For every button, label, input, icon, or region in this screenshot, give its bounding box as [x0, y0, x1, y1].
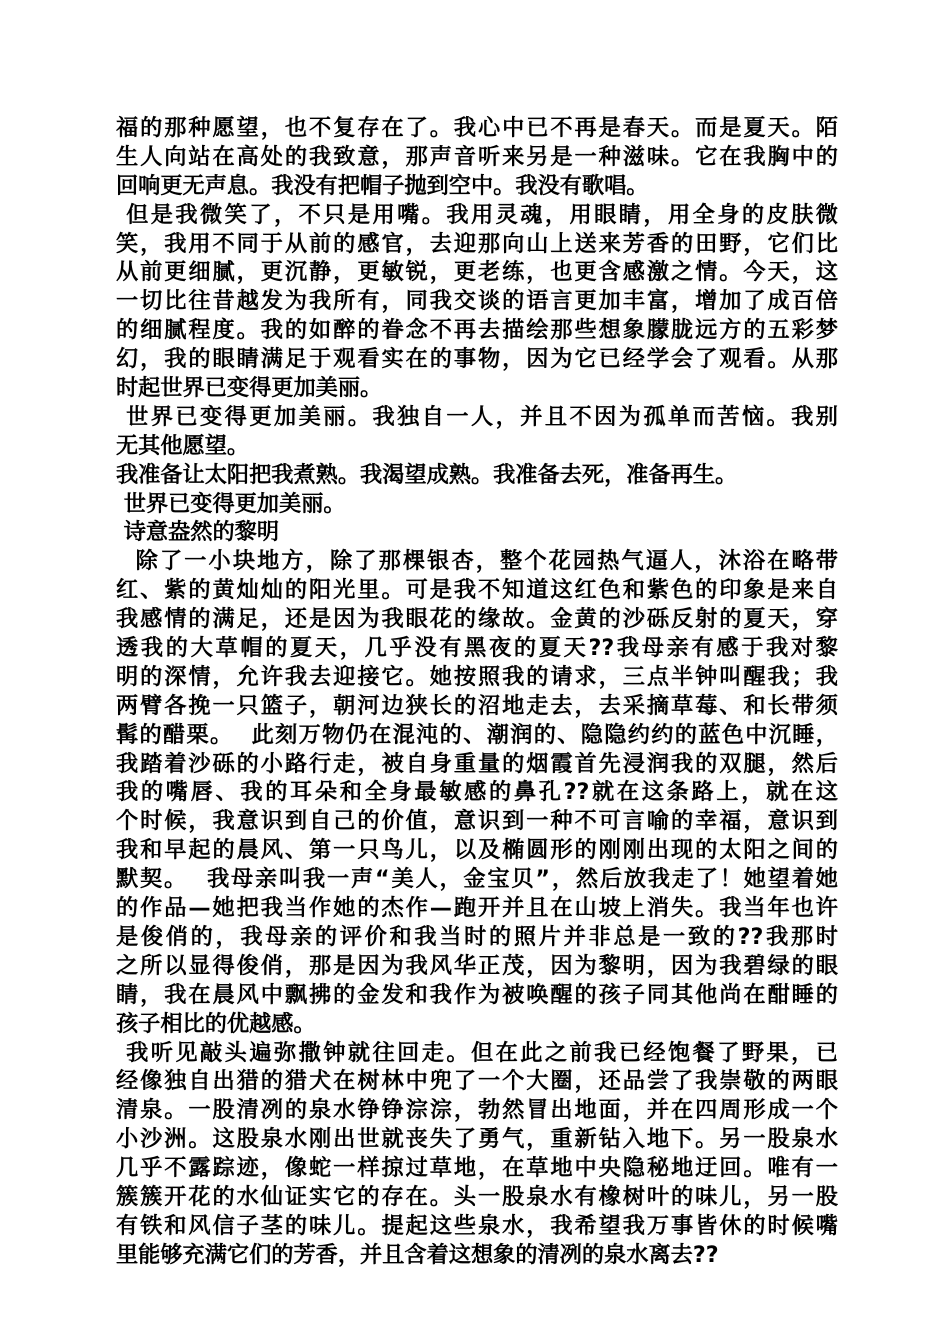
text-line: 经像独自出猎的猎犬在树林中兜了一个大圈，还品尝了我崇敬的两眼 — [116, 1068, 838, 1095]
text-line: 里能够充满它们的芳香，并且含着这想象的清冽的泉水离去?? — [116, 1241, 719, 1268]
text-line: 明的深情，允许我去迎接它。她按照我的请求，三点半钟叫醒我；我 — [116, 663, 838, 690]
text-line: 有铁和风信子茎的味儿。提起这些泉水，我希望我万事皆休的时候嘴 — [116, 1212, 838, 1239]
text-line: 从前更细腻，更沉静，更敏锐，更老练，也更含感激之情。今天，这 — [116, 259, 838, 286]
text-line: 之所以显得俊俏，那是因为我风华正茂，因为黎明，因为我碧绿的眼 — [116, 952, 838, 979]
text-line: 透我的大草帽的夏天，几乎没有黑夜的夏天??我母亲有感于我对黎 — [116, 635, 838, 662]
text-line: 世界已变得更加美丽。我独自一人，并且不因为孤单而苦恼。我别 — [116, 403, 838, 430]
text-line: 我听见敲头遍弥撒钟就往回走。但在此之前我已经饱餐了野果，已 — [116, 1039, 838, 1066]
text-line: 我的嘴唇、我的耳朵和全身最敏感的鼻孔??就在这条路上，就在这 — [116, 779, 838, 806]
text-line: 睛，我在晨风中飘拂的金发和我作为被唤醒的孩子同其他尚在酣睡的 — [116, 981, 838, 1008]
text-line: 除了一小块地方，除了那棵银杏，整个花园热气逼人，沐浴在略带 — [116, 548, 838, 575]
text-line: 几乎不露踪迹，像蛇一样掠过草地，在草地中央隐秘地迂回。唯有一 — [116, 1155, 838, 1182]
text-line: 清泉。一股清冽的泉水铮铮淙淙，勃然冒出地面，并在四周形成一个 — [116, 1097, 838, 1124]
text-line: 我踏着沙砾的小路行走，被自身重量的烟霞首先浸润我的双腿，然后 — [116, 750, 838, 777]
text-line: 红、紫的黄灿灿的阳光里。可是我不知道这红色和紫色的印象是来自 — [116, 577, 838, 604]
text-line: 簇簇开花的水仙证实它的存在。头一股泉水有橡树叶的味儿，另一股 — [116, 1183, 838, 1210]
text-line: 是俊俏的，我母亲的评价和我当时的照片并非总是一致的??我那时 — [116, 923, 838, 950]
text-line: 世界已变得更加美丽。 — [116, 490, 346, 517]
text-line: 孩子相比的优越感。 — [116, 1010, 316, 1037]
text-line: 无其他愿望。 — [116, 432, 250, 459]
text-line: 我和早起的晨风、第一只鸟儿，以及椭圆形的刚刚出现的太阳之间的 — [116, 837, 838, 864]
text-line: 时起世界已变得更加美丽。 — [116, 375, 383, 402]
text-line: 髯的醋栗。 此刻万物仍在混沌的、潮润的、隐隐约约的蓝色中沉睡， — [116, 721, 838, 748]
text-line: 我准备让太阳把我煮熟。我渴望成熟。我准备去死，准备再生。 — [116, 461, 738, 488]
text-line: 笑，我用不同于从前的感官，去迎那向山上送来芳香的田野，它们比 — [116, 230, 838, 257]
text-line: 生人向站在高处的我致意，那声音听来另是一种滋味。它在我胸中的 — [116, 143, 838, 170]
text-line: 个时候，我意识到自己的价值，意识到一种不可言喻的幸福，意识到 — [116, 808, 838, 835]
text-line: 一切比往昔越发为我所有，同我交谈的语言更加丰富，增加了成百倍 — [116, 288, 838, 315]
text-line: 回响更无声息。我没有把帽子抛到空中。我没有歌唱。 — [116, 172, 649, 199]
text-line: 福的那种愿望，也不复存在了。我心中已不再是春天。而是夏天。陌 — [116, 115, 838, 141]
text-line: 幻，我的眼睛满足于观看实在的事物，因为它已经学会了观看。从那 — [116, 346, 838, 373]
text-line: 的作品—她把我当作她的杰作—跑开并且在山坡上消失。我当年也许 — [116, 895, 838, 922]
text-line: 两臂各挽一只篮子，朝河边狭长的沼地走去，去采摘草莓、和长带须 — [116, 692, 838, 719]
text-line: 小沙洲。这股泉水刚出世就丧失了勇气，重新钻入地下。另一股泉水 — [116, 1126, 838, 1153]
text-line: 的细腻程度。我的如醉的眷念不再去描绘那些想象朦胧远方的五彩梦 — [116, 317, 838, 344]
document-body-text — [116, 114, 838, 1270]
text-line: 但是我微笑了，不只是用嘴。我用灵魂，用眼睛，用全身的皮肤微 — [116, 201, 838, 228]
text-line: 默契。 我母亲叫我一声“美人，金宝贝”，然后放我走了！她望着她 — [116, 866, 838, 893]
text-line: 我感情的满足，还是因为我眼花的缘故。金黄的沙砾反射的夏天，穿 — [116, 606, 838, 633]
text-line: 诗意盎然的黎明 — [116, 519, 280, 546]
